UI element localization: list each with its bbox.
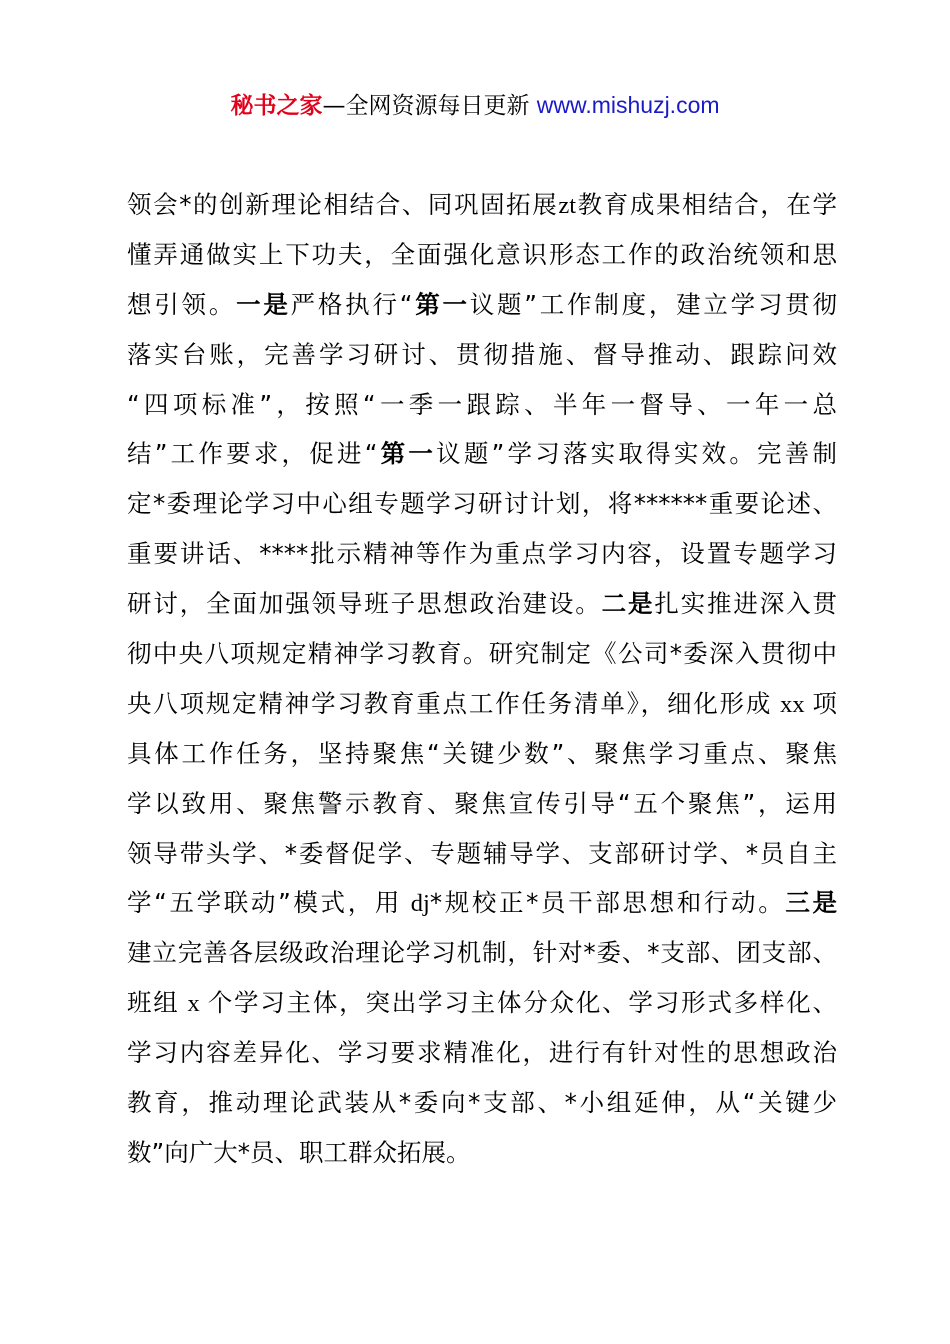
text-segment: 领会*的创新理论相结合、同巩固拓展 bbox=[127, 190, 559, 219]
paragraph-line bbox=[127, 729, 837, 779]
paragraph-line bbox=[127, 878, 837, 928]
paragraph-line bbox=[127, 380, 837, 430]
paragraph-line bbox=[127, 629, 837, 679]
paragraph-line bbox=[127, 1128, 837, 1178]
emphasis-text: 第一 bbox=[377, 439, 437, 469]
document-body bbox=[127, 180, 837, 1178]
text-segment: *规校正*员干部思想和行动。 bbox=[429, 888, 786, 918]
latin-text: x bbox=[179, 990, 208, 1018]
text-segment: 央八项规定精神学习教育重点工作任务清单》，细化形成 bbox=[127, 688, 773, 718]
paragraph-line bbox=[127, 779, 837, 829]
latin-text: dj bbox=[401, 890, 430, 918]
text-segment: 重要讲话、****批示精神等作为重点学习内容，设置专题学习 bbox=[127, 539, 837, 569]
text-segment: 具体工作任务，坚持聚焦“关键少数”、聚焦学习重点、聚焦 bbox=[127, 738, 837, 768]
paragraph-line bbox=[127, 180, 837, 230]
text-segment: 想引领。 bbox=[127, 289, 237, 319]
text-segment: 定*委理论学习中心组专题学习研讨计划，将******重要论述、 bbox=[127, 489, 837, 519]
paragraph-line bbox=[127, 579, 837, 629]
latin-text: zt bbox=[558, 192, 577, 219]
text-segment: 懂弄通做实上下功夫，全面强化意识形态工作的政治统领和思 bbox=[127, 239, 837, 269]
text-segment: 彻中央八项规定精神学习教育。研究制定《公司*委深入贯彻中 bbox=[127, 639, 837, 669]
text-segment: 议题”工作制度，建立学习贯彻 bbox=[469, 289, 838, 319]
paragraph-line bbox=[127, 330, 837, 380]
site-slogan: —全网资源每日更新 bbox=[322, 93, 530, 119]
text-segment: 学“五学联动”模式，用 bbox=[127, 888, 402, 918]
site-header bbox=[0, 88, 950, 123]
text-segment: 学习内容差异化、学习要求精准化，进行有针对性的思想政治 bbox=[127, 1038, 837, 1068]
paragraph-line bbox=[127, 479, 837, 529]
text-segment: 数”向广大*员、职工群众拓展。 bbox=[127, 1137, 471, 1167]
text-segment: 建立完善各层级政治理论学习机制，针对*委、*支部、团支部、 bbox=[127, 938, 837, 968]
site-brand: 秘书之家 bbox=[230, 93, 323, 119]
text-segment: 班组 bbox=[127, 988, 180, 1018]
paragraph-line bbox=[127, 1078, 837, 1128]
text-segment: 扎实推进深入贯 bbox=[654, 589, 838, 619]
paragraph-line bbox=[127, 529, 837, 579]
latin-text: xx bbox=[772, 690, 813, 718]
paragraph-line bbox=[127, 230, 837, 280]
paragraph-line bbox=[127, 429, 837, 479]
text-segment: 教育成果相结合，在学 bbox=[576, 190, 838, 219]
emphasis-text: 一是 bbox=[236, 289, 291, 319]
text-segment: 议题”学习落实取得实效。完善制 bbox=[436, 439, 837, 469]
paragraph-line bbox=[127, 280, 837, 330]
emphasis-text: 二是 bbox=[601, 589, 655, 619]
text-segment: 落实台账，完善学习研讨、贯彻措施、督导推动、跟踪问效 bbox=[127, 339, 837, 369]
text-segment: 结”工作要求，促进“ bbox=[127, 439, 378, 469]
text-segment: 学以致用、聚焦警示教育、聚焦宣传引导“五个聚焦”，运用 bbox=[127, 788, 837, 818]
text-segment: 严格执行“ bbox=[290, 289, 413, 319]
text-segment: 研讨，全面加强领导班子思想政治建设。 bbox=[127, 589, 602, 619]
paragraph-line bbox=[127, 978, 837, 1028]
text-segment: 项 bbox=[812, 688, 837, 718]
text-segment: 教育，推动理论武装从*委向*支部、*小组延伸，从“关键少 bbox=[127, 1088, 837, 1118]
paragraph-line bbox=[127, 928, 837, 978]
emphasis-text: 第一 bbox=[412, 289, 470, 319]
paragraph-line bbox=[127, 1028, 837, 1078]
text-segment: “四项标准”，按照“一季一跟踪、半年一督导、一年一总 bbox=[127, 389, 837, 419]
text-segment: 个学习主体，突出学习主体分众化、学习形式多样化、 bbox=[207, 988, 837, 1018]
text-segment: 领导带头学、*委督促学、专题辅导学、支部研讨学、*员自主 bbox=[127, 838, 837, 868]
paragraph-line bbox=[127, 679, 837, 729]
site-url-link[interactable]: www.mishuzj.com bbox=[536, 92, 720, 118]
paragraph-line bbox=[127, 829, 837, 879]
emphasis-text: 三是 bbox=[785, 888, 838, 918]
